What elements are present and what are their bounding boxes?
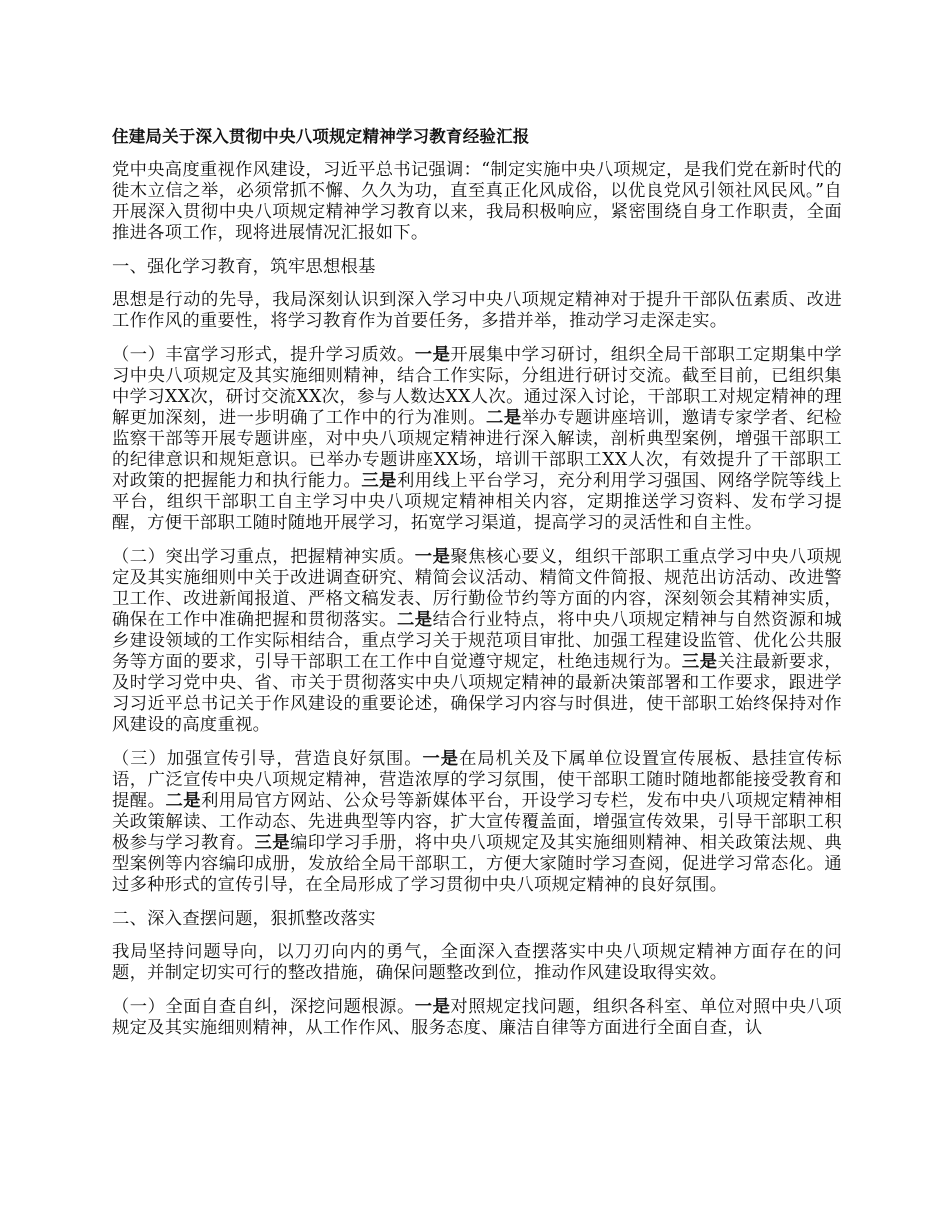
keyword-second: 二是 (396, 610, 433, 630)
keyword-first: 一是 (414, 345, 451, 365)
section-1-sub-3 (112, 749, 842, 896)
sub-intro: （一）全面自查自纠，深挖问题根源。 (112, 997, 415, 1017)
sub-intro: （二）突出学习重点，把握精神实质。 (112, 547, 415, 567)
keyword-third: 三是 (681, 652, 718, 672)
sub-text: 聚焦核心要义，组织干部职工重点学习中央八项规定及其实施细则中关于改进调查研究、精简会议活动、精简文件简报、规范出访活动、改进警卫工作、改进新闻报道、严格文稿发表、厉行勤俭节约等方面的内容，深刻领会其精神实质，确保在工作中准确把握和贯彻落实。 (112, 547, 842, 630)
keyword-third: 三是 (254, 833, 291, 853)
section-1-sub-1 (112, 345, 842, 534)
sub-text: 编印学习手册，将中央八项规定及其实施细则精神、相关政策法规、典型案例等内容编印成册，发放给全局干部职工，方便大家随时学习查阅，促进学习常态化。通过多种形式的宣传引导，在全局形成了学习贯彻中央八项规定精神的良好氛围。 (112, 833, 842, 895)
sub-intro: （一）丰富学习形式，提升学习质效。 (112, 345, 415, 365)
sub-text: 结合行业特点，将中央八项规定精神与自然资源和城乡建设领域的工作实际相结合，重点学习关于规范项目审批、加强工程建设监管、优化公共服务等方面的要求，引导干部职工在工作中自觉遵守规定，杜绝违规行为。 (112, 610, 842, 672)
sub-text: 在局机关及下属单位设置宣传展板、悬挂宣传标语，广泛宣传中央八项规定精神，营造浓厚的学习氛围，使干部职工随时随地都能接受教育和提醒。 (112, 749, 842, 811)
intro-paragraph: 党中央高度重视作风建设，习近平总书记强调：“制定实施中央八项规定，是我们党在新时代的徙木立信之举，必须常抓不懈、久久为功，直至真正化风成俗，以优良党风引领社风民风。”自开展深入贯彻中央八项规定精神学习教育以来，我局积极响应，紧密围绕自身工作职责，全面推进各项工作，现将进展情况汇报如下。 (112, 160, 842, 243)
document-title: 住建局关于深入贯彻中央八项规定精神学习教育经验汇报 (112, 127, 530, 146)
keyword-first: 一是 (422, 749, 460, 769)
sub-text: 对照规定找问题，组织各科室、单位对照中央八项规定及其实施细则精神，从工作作风、服务态度、廉洁自律等方面进行全面自查，认 (112, 997, 842, 1038)
document-page (112, 126, 842, 1052)
keyword-second: 二是 (486, 408, 522, 428)
sub-text: 举办专题讲座培训，邀请专家学者、纪检监察干部等开展专题讲座，对中央八项规定精神进行深入解读，剖析典型案例，增强干部职工的纪律意识和规矩意识。已举办专题讲座XX场，培训干部职工XX人次，有效提升了干部职工对政策的把握能力和执行能力。 (112, 408, 842, 491)
sub-text: 利用线上平台学习，充分利用学习强国、网络学院等线上平台，组织干部职工自主学习中央八项规定精神相关内容，定期推送学习资料、发布学习提醒，方便干部职工随时随地开展学习，拓宽学习渠道，提高学习的灵活性和自主性。 (112, 471, 842, 533)
section-1-sub-2 (112, 547, 842, 736)
keyword-first: 一是 (414, 997, 451, 1017)
keyword-first: 一是 (414, 547, 451, 567)
sub-text: 开展集中学习研讨，组织全局干部职工定期集中学习中央八项规定及其实施细则精神，结合工作实际，分组进行研讨交流。截至目前，已组织集中学习XX次，研讨交流XX次，参与人数达XX人次。通过深入讨论，干部职工对规定精神的理解更加深刻，进一步明确了工作中的行为准则。 (112, 345, 842, 428)
section-2-sub-1 (112, 997, 842, 1039)
keyword-second: 二是 (165, 791, 202, 811)
section-1-heading: 一、强化学习教育，筑牢思想根基 (112, 257, 376, 277)
section-1-lead: 思想是行动的先导，我局深刻认识到深入学习中央八项规定精神对于提升干部队伍素质、改进工作作风的重要性，将学习教育作为首要任务，多措并举，推动学习走深走实。 (112, 290, 842, 331)
section-2-heading: 二、深入查摆问题，狠抓整改落实 (112, 909, 376, 929)
sub-text: 关注最新要求，及时学习党中央、省、市关于贯彻落实中央八项规定精神的最新决策部署和工作要求，跟进学习习近平总书记关于作风建设的重要论述，确保学习内容与时俱进，使干部职工始终保持对作风建设的高度重视。 (112, 652, 842, 735)
sub-intro: （三）加强宣传引导，营造良好氛围。 (112, 749, 423, 769)
section-2-lead: 我局坚持问题导向，以刀刃向内的勇气，全面深入查摆落实中央八项规定精神方面存在的问题，并制定切实可行的整改措施，确保问题整改到位，推动作风建设取得实效。 (112, 942, 842, 983)
sub-text: 利用局官方网站、公众号等新媒体平台，开设学习专栏，发布中央八项规定精神相关政策解读、工作动态、先进典型等内容，扩大宣传覆盖面，增强宣传效果，引导干部职工积极参与学习教育。 (112, 791, 842, 853)
keyword-third: 三是 (361, 471, 397, 491)
